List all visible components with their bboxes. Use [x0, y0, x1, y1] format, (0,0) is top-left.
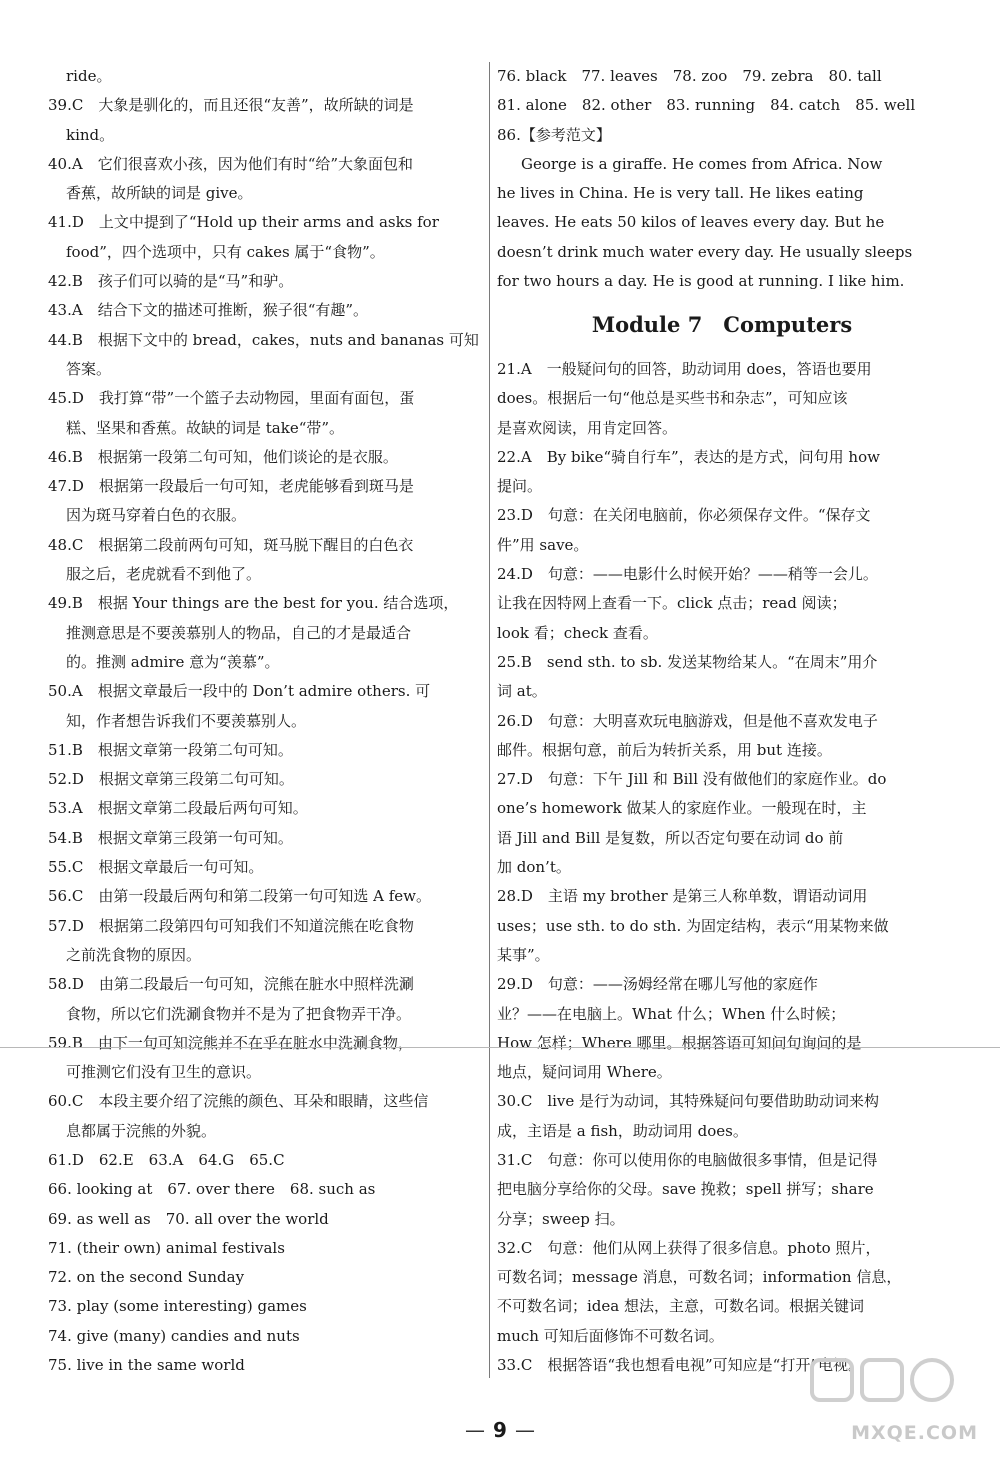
left-answer-line: 答案。	[66, 359, 112, 378]
module7-answer-line: 24.D 句意：——电影什么时候开始？——稍等一会儿。	[497, 565, 878, 584]
left-answer-line: ride。	[66, 67, 112, 85]
page-number-dash-right: —	[514, 1418, 535, 1442]
module7-answer-line: 邮件。根据句意，前后为转折关系，用 but 连接。	[497, 740, 832, 759]
module7-answer-line: 不可数名词；idea 想法，主意，可数名词。根据关键词	[497, 1297, 864, 1316]
right-answer-line: 81. alone 82. other 83. running 84. catch 85. well	[497, 96, 916, 115]
left-answer-line: 42.B 孩子们可以骑的是“马”和驴。	[48, 272, 294, 291]
left-answer-line: 59.B 由下一句可知浣熊并不在乎在脏水中洗涮食物，	[48, 1033, 413, 1052]
right-answer-line: 86.【参考范文】	[497, 125, 611, 144]
left-answer-line: food”，四个选项中，只有 cakes 属于“食物”。	[66, 242, 385, 261]
module7-answer-line: much 可知后面修饰不可数名词。	[497, 1326, 724, 1345]
left-answer-line: 72. on the second Sunday	[48, 1268, 245, 1287]
module7-answer-line: 22.A By bike“骑自行车”，表达的是方式，问句用 how	[497, 447, 880, 466]
left-answer-line: 之前洗食物的原因。	[66, 945, 202, 964]
module7-answer-line: 27.D 句意：下午 Jill 和 Bill 没有做他们的家庭作业。do	[497, 770, 887, 789]
left-answer-line: 56.C 由第一段最后两句和第二段第一句可知选 A few。	[48, 887, 431, 906]
left-answer-line: 60.C 本段主要介绍了浣熊的颜色、耳朵和眼睛，这些信	[48, 1092, 429, 1111]
module7-answer-line: 分享；sweep 扫。	[497, 1209, 625, 1228]
module7-answer-line: 26.D 句意：大明喜欢玩电脑游戏，但是他不喜欢发电子	[497, 711, 878, 730]
watermark	[788, 1354, 978, 1444]
left-answer-line: 73. play (some interesting) games	[48, 1297, 307, 1316]
module7-answer-line: 业？——在电脑上。What 什么；When 什么时候；	[497, 1004, 846, 1023]
watermark-logo-icon	[808, 1354, 958, 1406]
module7-answer-line: 29.D 句意：——汤姆经常在哪儿写他的家庭作	[497, 975, 818, 994]
left-answer-line: 41.D 上文中提到了“Hold up their arms and asks for	[48, 213, 439, 232]
module7-answer-line: 30.C live 是行为动词，其特殊疑问句要借助助动词来构	[497, 1092, 880, 1111]
left-answer-line: 46.B 根据第一段第二句可知，他们谈论的是衣服。	[48, 447, 398, 466]
right-answer-line: 76. black 77. leaves 78. zoo 79. zebra 80. tall	[497, 67, 882, 85]
left-answer-line: 58.D 由第二段最后一句可知，浣熊在脏水中照样洗涮	[48, 975, 414, 994]
module7-answers	[497, 355, 947, 1380]
left-answer-line: 75. live in the same world	[48, 1356, 245, 1375]
left-answer-line: 45.D 我打算“带”一个篮子去动物园，里面有面包，蛋	[48, 389, 415, 408]
right-answer-line: George is a giraffe. He comes from Africa. Now	[521, 154, 883, 173]
left-answer-line: 51.B 根据文章第一段第二句可知。	[48, 740, 293, 759]
left-answer-line: 53.A 根据文章第二段最后两句可知。	[48, 799, 308, 818]
left-answer-line: 推测意思是不要羡慕别人的物品，自己的才是最适合	[66, 623, 412, 642]
watermark-domain: MXQE.COM	[851, 1422, 978, 1444]
right-answer-line: for two hours a day. He is good at running. I like him.	[497, 272, 905, 291]
module7-answer-line: look 看；check 查看。	[497, 623, 658, 642]
left-answer-line: 52.D 根据文章第三段第二句可知。	[48, 770, 294, 789]
module7-answer-line: 23.D 句意：在关闭电脑前，你必须保存文件。“保存文	[497, 506, 871, 525]
left-answer-line: 47.D 根据第一段最后一句可知，老虎能够看到斑马是	[48, 477, 414, 496]
left-answer-line: 71. (their own) animal festivals	[48, 1238, 285, 1257]
left-answer-line: 66. looking at 67. over there 68. such as	[48, 1180, 376, 1199]
module7-answer-line: does。根据后一句“他总是买些书和杂志”，可知应该	[497, 389, 848, 408]
left-answer-line: 的。推测 admire 意为“羡慕”。	[66, 652, 280, 671]
module7-answer-line: 语 Jill and Bill 是复数，所以否定句要在动词 do 前	[497, 828, 844, 847]
left-answer-line: 知，作者想告诉我们不要羡慕别人。	[66, 711, 307, 730]
module7-answer-line: 让我在因特网上查看一下。click 点击；read 阅读；	[497, 594, 847, 613]
left-answer-line: 49.B 根据 Your things are the best for you. 结合选项，	[48, 594, 459, 613]
right-column	[497, 62, 947, 1380]
module7-answer-line: 成，主语是 a fish，助动词用 does。	[497, 1121, 748, 1140]
left-answer-line: 可推测它们没有卫生的意识。	[66, 1063, 262, 1082]
module7-answer-line: 提问。	[497, 477, 543, 496]
page-number-dash-left: —	[465, 1418, 486, 1442]
right-answer-line: he lives in China. He is very tall. He likes eating	[497, 184, 864, 203]
left-answer-line: 74. give (many) candies and nuts	[48, 1326, 300, 1345]
left-answer-line: 43.A 结合下文的描述可推断，猴子很“有趣”。	[48, 301, 369, 320]
module7-answer-line: 31.C 句意：你可以使用你的电脑做很多事情，但是记得	[497, 1150, 878, 1169]
module7-answer-line: 地点，疑问词用 Where。	[497, 1063, 672, 1082]
module7-answer-line: 词 at。	[497, 682, 547, 701]
page-number-value: 9	[493, 1418, 507, 1442]
module7-answer-line: 是喜欢阅读，用肯定回答。	[497, 418, 678, 437]
left-column	[48, 62, 484, 1380]
left-answer-line: 55.C 根据文章最后一句可知。	[48, 858, 264, 877]
module7-answer-line: one’s homework 做某人的家庭作业。一般现在时，主	[497, 799, 867, 818]
module7-answer-line: 把电脑分享给你的父母。save 挽救；spell 拼写；share	[497, 1180, 874, 1199]
module7-answer-line: uses；use sth. to do sth. 为固定结构，表示“用某物来做	[497, 916, 889, 935]
column-divider	[489, 62, 490, 1378]
left-answer-line: 48.C 根据第二段前两句可知，斑马脱下醒目的白色衣	[48, 535, 414, 554]
module7-answer-line: 21.A 一般疑问句的回答，助动词用 does，答语也要用	[497, 359, 872, 378]
left-answer-line: 61.D 62.E 63.A 64.G 65.C	[48, 1150, 285, 1169]
left-answer-line: 50.A 根据文章最后一段中的 Don’t admire others. 可	[48, 682, 431, 701]
module7-answer-line: 加 don’t。	[497, 858, 571, 877]
left-answer-line: 69. as well as 70. all over the world	[48, 1209, 329, 1228]
module7-answer-line: 32.C 句意：他们从网上获得了很多信息。photo 照片，	[497, 1238, 881, 1257]
left-answer-line: 54.B 根据文章第三段第一句可知。	[48, 828, 293, 847]
left-answer-line: 39.C 大象是驯化的，而且还很“友善”，故所缺的词是	[48, 96, 414, 115]
scan-fold-line	[0, 1047, 1000, 1048]
left-answer-line: 44.B 根据下文中的 bread，cakes，nuts and bananas 可知	[48, 330, 479, 349]
left-answer-line: 香蕉，故所缺的词是 give。	[66, 184, 253, 203]
answer-block-76-86	[497, 62, 947, 296]
left-answer-line: 糕、坚果和香蕉。故缺的词是 take“带”。	[66, 418, 345, 437]
section-heading: Module 7 Computers	[591, 312, 853, 338]
module7-answer-line: 可数名词；message 消息，可数名词；information 信息，	[497, 1268, 902, 1287]
module7-answer-line: 28.D 主语 my brother 是第三人称单数，谓语动词用	[497, 887, 868, 906]
module7-answer-line: 33.C 根据答语“我也想看电视”可知应是“打开”电视。	[497, 1356, 864, 1375]
module7-answer-line: 件”用 save。	[497, 535, 589, 554]
module7-answer-line: How 怎样；Where 哪里。根据答语可知问句询问的是	[497, 1033, 862, 1052]
left-answer-line: 服之后，老虎就看不到他了。	[66, 565, 262, 584]
right-answer-line: doesn’t drink much water every day. He usually sleeps	[497, 242, 913, 261]
left-answer-line: 40.A 它们很喜欢小孩，因为他们有时“给”大象面包和	[48, 154, 414, 173]
left-answer-line: 因为斑马穿着白色的衣服。	[66, 506, 247, 525]
module7-answer-line: 某事”。	[497, 945, 550, 964]
right-answer-line: leaves. He eats 50 kilos of leaves every day. But he	[497, 213, 885, 232]
left-answer-line: 息都属于浣熊的外貌。	[66, 1121, 217, 1140]
left-answer-line: 57.D 根据第二段第四句可知我们不知道浣熊在吃食物	[48, 916, 414, 935]
left-answer-line: kind。	[66, 125, 115, 144]
left-answer-line: 食物，所以它们洗涮食物并不是为了把食物弄干净。	[66, 1004, 412, 1023]
module7-answer-line: 25.B send sth. to sb. 发送某物给某人。“在周末”用介	[497, 652, 878, 671]
